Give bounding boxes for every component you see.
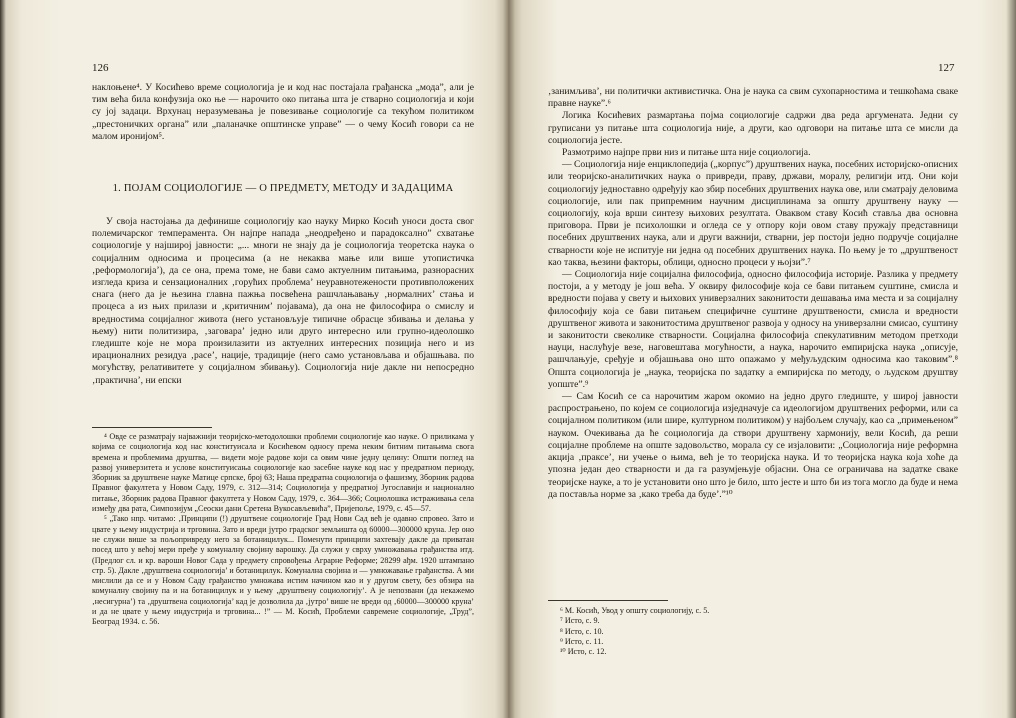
section-heading: 1. ПОЈАМ СОЦИОЛОГИЈЕ — О ПРЕДМЕТУ, МЕТОДУ И ЗАДАЦИМА xyxy=(112,183,454,194)
paragraph-first-series: Размотримо најпре први низ и питање шта није социологија. xyxy=(562,147,811,159)
paragraph-not-reform-ideology: — Сам Косић се са нарочитим жаром окомио на једно друго гледиште, у широј јавности распрострањено, по којем се социологија изједначује са идеологијом друштвених реформи, или са социјалном политиком (или шире, културном политиком) у најбољем случају, као са „примењеном” науком. Очекивања да ће социологија да створи друштвену хармонију, вели Косић, да реши социјалне проблеме на опште задовољство, морала су се изјаловити: „Социологија није реформна акција ‚праксе’, ни учење о њима, већ је то теоријска наука. И то теоријска наука која хоће да упозна један део стварности и да га разумјењује објасни. Она се ограничава на задатке сваке теоријске науке, а то је установити оно што је било, што јесте и што би из тога могло да буде и нема да поставља норме за ‚како треба да буде’.”¹⁰ xyxy=(548,391,958,500)
footnote-7: ⁷ Исто, с. 9. xyxy=(560,616,600,626)
paragraph-not-social-philosophy: — Социологија није социјална философија, односно философија историје. Разлика у предмету постоји, а у методу је још већа. У оквиру философије која се бави питањем суштине, смисла и вредности појава у свету и њихових универзалних законитости дешавања има места и за социјалну философију која се бави питањем специфичне суштине друштвености, смисла и вредности друштвеног живота и законитостима друштвеног развоја у односу на универзални смисао, суштину и законитости свеколике стварности. Социјална философија спекулативним методом претходи науци, наслућује везе, наговештава могућности, а наука, нарочито емпиријска наука „описује, рашчлањује, сређује и објашњава оно што опажамо у међуљудским односима као таковим”.⁸ Општа социологија је „наука, теоријска по задатку а емпиријска по методу, о људском друштву уопште”.⁹ xyxy=(548,269,958,390)
page-number-right: 127 xyxy=(938,62,955,74)
footnotes-right xyxy=(548,606,958,657)
intro-paragraph-block xyxy=(92,82,474,143)
footnote-rule-right xyxy=(548,600,668,601)
intro-paragraph: наклоњене⁴. У Косићево време социологија је и код нас постајала грађанска „мода”, али је тим већа била конфузија око ње — нарочито око питања шта је стварно социологија и који су јој задаци. Врхунац неразумевања је повезивање социологије са текућом политиком „престоничких органа” или „паланачке општинске управе” — о чему Косић говори са не малом иронијом⁵. xyxy=(92,82,474,142)
right-page xyxy=(508,0,1016,718)
footnote-8: ⁸ Исто, с. 10. xyxy=(560,626,604,636)
main-paragraph-block xyxy=(92,216,474,387)
right-body xyxy=(548,86,958,501)
main-paragraph: У своја настојања да дефинише социологију као науку Мирко Косић уноси доста свог полемичарског темперамента. Он најпре напада „неодређено и парадоксално” схватање социологије у најширој јавности: „... многи не знају да је социологија теоретска наука о социјалним односима и процесима (а не некаква мање или више утопистичка ‚реформологија’), да се она, према томе, не бави само актуелним питањима, разнорасних изгледа криза и сензационалних ‚горућих проблема’ неуравнотежености противположених снага (него да је њезина главна пажња посвећена рашчлањавању ‚нормалних’ стања и процеса а из њих прилази и ‚критичним’ појавама), да она не философира о смислу и вредностима социјалног живота (него установљује типичне обрасце збивања и делања у њему) нити политизира, ‚заговара’ једно или друго интересно или групно-идеолошко гледиште које не мора произилазити из актуелних интересних позиција него и из ирационалних резидуа ‚расе’, нације, традиције (него само установљава и објашњава. по могућству, релативитете у социјалном збивању). Социологија није дакле ни непосредно ‚практична’, ни епски xyxy=(92,216,474,386)
paragraph-logic: Логика Косићевих размартања појма социологије садржи два реда аргумената. Једни су груписани уз питање шта социологија није, а други, као одговори на питање шта се мисли да социологија јесте. xyxy=(548,110,958,146)
paragraph-continuation: ‚занимљива’, ни политички активистичка. Она је наука са свим сухопарностима и тешкоћама сваке правне науке”.⁶ xyxy=(548,86,958,110)
footnote-5: ⁵ „Тако нпр. читамо: ‚Принципи (!) друштвене социологије Град Нови Сад већ је одавно спровео. Зато и цвате у њему индустрија и трговина. Зато и вреди јутро градског земљишта од 60000—300000 круна. Јер оно не служи више за пољопривреду него за ботаницилук... Поменути принципи захтевају дакле да приватан посед што у већој мери пређе у комуналну својину варошку. Да служи у сврху умножавања грађанства итд. (Предлог сл. и кр. вароши Новог Сада у предмету спровођења Аграрне Реформе; 28299 ађм. 1920 штампано стр. 5). Дакле ‚друштвена социологија’ и ботаницилук. Комунална својина и — умножавање грађанства. А ми мислили да се и у Новом Саду грађанство умножава истим начином као и у другом свету, без обзира на комуналну својину па и на ботаницилук и у њему ‚друштвену социологију’. А је непозвани (да некажемо ‚несигурна’) та ‚друштвена социологија’ кад је дозволила да ‚јутро’ више не вреди од ‚60000—300000 круна’ и да не цвате у њему индустрија и трговина... !” — М. Косић, Проблеми савремене социологије, „Труд”, Београд 1934. с. 56. xyxy=(92,514,474,627)
footnote-10: ¹⁰ Исто, с. 12. xyxy=(560,647,607,657)
footnotes-left xyxy=(92,432,474,628)
footnote-9: ⁹ Исто, с. 11. xyxy=(560,636,604,646)
footnote-4: ⁴ Овде се разматрају најважнији теоријско-методолошки проблеми социологије као науке. О приликама у којима се социологија код нас конституисала и Косићевом односу према неким битним питањима свога времена и проблемима друштва, — видети моје радове који са овим чине једну целину: Општи поглед на развој универзитета и услове конституисања социологије као засебне науке код нас у предратном периоду, Зборник за друштвене науке Матице српске, број 63; Наша предратна социологија о фашизму, Зборник радова Правног факултета у Новом Саду, 1979, с. 312—314; Социологија у предратној Југославији и национално питање, Зборник радова Правног факултета у Новом Саду, 1979, с. 364—366; Социолошка истраживања села између два рата, Симпозијум „Сеоски дани Сретена Вукосављевића”, Пријепоље, 1979, с. 45—57. xyxy=(92,432,474,514)
paragraph-not-encyclopedia: — Социологија није енциклопедија („корпус”) друштвених наука, посебних историјско-описних или теоријско-аналитичких наука о привреди, праву, држави, моралу, религији итд. Они који социологију једноставно одређују као збир посебних друштвених наука ове, или сматрају деловима социологије, или пак припремним научним дисциплинама за општу друштвену науку — социологију, која врши синтезу њихових резултата. Оваквом ставу Косић ставља два основна приговора. Први је психолошки и огледа се у отпору који овом ставу пружају представници посебних друштвених наука, али и други важнији, стварни, јер постоји једно подручје социјалне стварности које не испитује ни једна од посебних друштвених наука. По њему је то „друштвеност као таква, њезини факторы, облици, односно процеси у њојзи”.⁷ xyxy=(548,159,958,268)
book-gutter xyxy=(503,0,515,718)
footnote-6: ⁶ М. Косић, Увод у општу социологију, с. 5. xyxy=(560,606,710,615)
footnote-rule-left xyxy=(92,427,212,428)
page-number-left: 126 xyxy=(92,62,109,74)
